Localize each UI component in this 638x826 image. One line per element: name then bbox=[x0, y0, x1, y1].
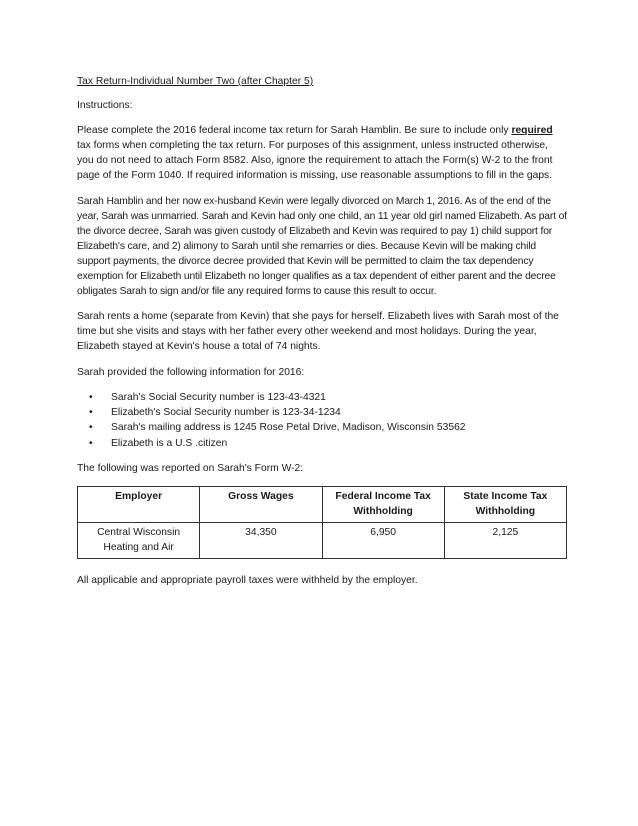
table-header-row bbox=[78, 487, 567, 523]
info-list bbox=[77, 390, 567, 452]
column-header-state-withholding: State Income Tax Withholding bbox=[444, 487, 566, 523]
bullet-icon: • bbox=[89, 437, 93, 449]
payroll-note: All applicable and appropriate payroll taxes were withheld by the employer. bbox=[77, 575, 418, 587]
cell-federal-withholding: 6,950 bbox=[322, 523, 444, 559]
instructions-heading: Instructions: bbox=[77, 100, 133, 112]
list-item bbox=[77, 436, 567, 451]
instructions-text-start: Please complete the 2016 federal income tax return for Sarah Hamblin. Be sure to include only bbox=[77, 125, 512, 137]
document-title: Tax Return-Individual Number Two (after Chapter 5) bbox=[77, 76, 314, 87]
divorce-paragraph: Sarah Hamblin and her now ex-husband Kevin were legally divorced on March 1, 2016. As of the end of the year, Sarah was unmarried. Sarah and Kevin had only one child, an 11 year old girl named Elizabeth. As part of the divorce decree, Sarah was given custody of Elizabeth and Kevin was required to pay 1) child support for Elizabeth's care, and 2) alimony to Sarah until she remarries or dies. Because Kevin will be making child support payments, the divorce decree provided that Kevin will be permitted to claim the tax dependency exemption for Elizabeth until Elizabeth no longer qualifies as a tax dependent of either parent and the decree obligates Sarah to sign and/or file any required forms to cause this result to occur. bbox=[77, 195, 567, 298]
bullet-icon: • bbox=[89, 391, 93, 403]
column-header-federal-withholding: Federal Income Tax Withholding bbox=[322, 487, 444, 523]
list-item-text: Sarah's mailing address is 1245 Rose Petal Drive, Madison, Wisconsin 53562 bbox=[111, 422, 466, 434]
list-item bbox=[77, 390, 567, 405]
list-item-text: Sarah's Social Security number is 123-43-4321 bbox=[111, 391, 326, 403]
list-item-text: Elizabeth is a U.S .citizen bbox=[111, 437, 228, 449]
required-emphasis: required bbox=[511, 125, 553, 137]
bullet-icon: • bbox=[89, 422, 93, 434]
table-row bbox=[78, 523, 567, 559]
instructions-text-end: tax forms when completing the tax return. For purposes of this assignment, unless instructed otherwise, you do not need to attach Form 8582. Also, ignore the requirement to attach the Form(s) W-2 to the front page of the Form 1040. If required information is missing, use reasonable assumptions to fill in the gaps. bbox=[77, 140, 553, 182]
column-header-employer: Employer bbox=[78, 487, 200, 523]
instructions-paragraph bbox=[77, 123, 567, 183]
residence-paragraph: Sarah rents a home (separate from Kevin) that she pays for herself. Elizabeth lives with Sarah most of the time but she visits and stays with her father every other weekend and most holidays. During the year, Elizabeth stayed at Kevin's house a total of 74 nights. bbox=[77, 311, 559, 353]
w2-intro: The following was reported on Sarah's Form W-2: bbox=[77, 463, 304, 475]
document-page bbox=[77, 74, 567, 598]
bullet-icon: • bbox=[89, 407, 93, 418]
cell-employer: Central Wisconsin Heating and Air bbox=[78, 523, 200, 559]
column-header-gross-wages: Gross Wages bbox=[200, 487, 322, 523]
w2-table bbox=[77, 486, 567, 559]
cell-gross-wages: 34,350 bbox=[200, 523, 322, 559]
list-item bbox=[77, 405, 567, 420]
info-intro: Sarah provided the following information for 2016: bbox=[77, 366, 305, 378]
list-item bbox=[77, 420, 567, 435]
cell-state-withholding: 2,125 bbox=[444, 523, 566, 559]
list-item-text: Elizabeth's Social Security number is 123-34-1234 bbox=[111, 407, 341, 418]
